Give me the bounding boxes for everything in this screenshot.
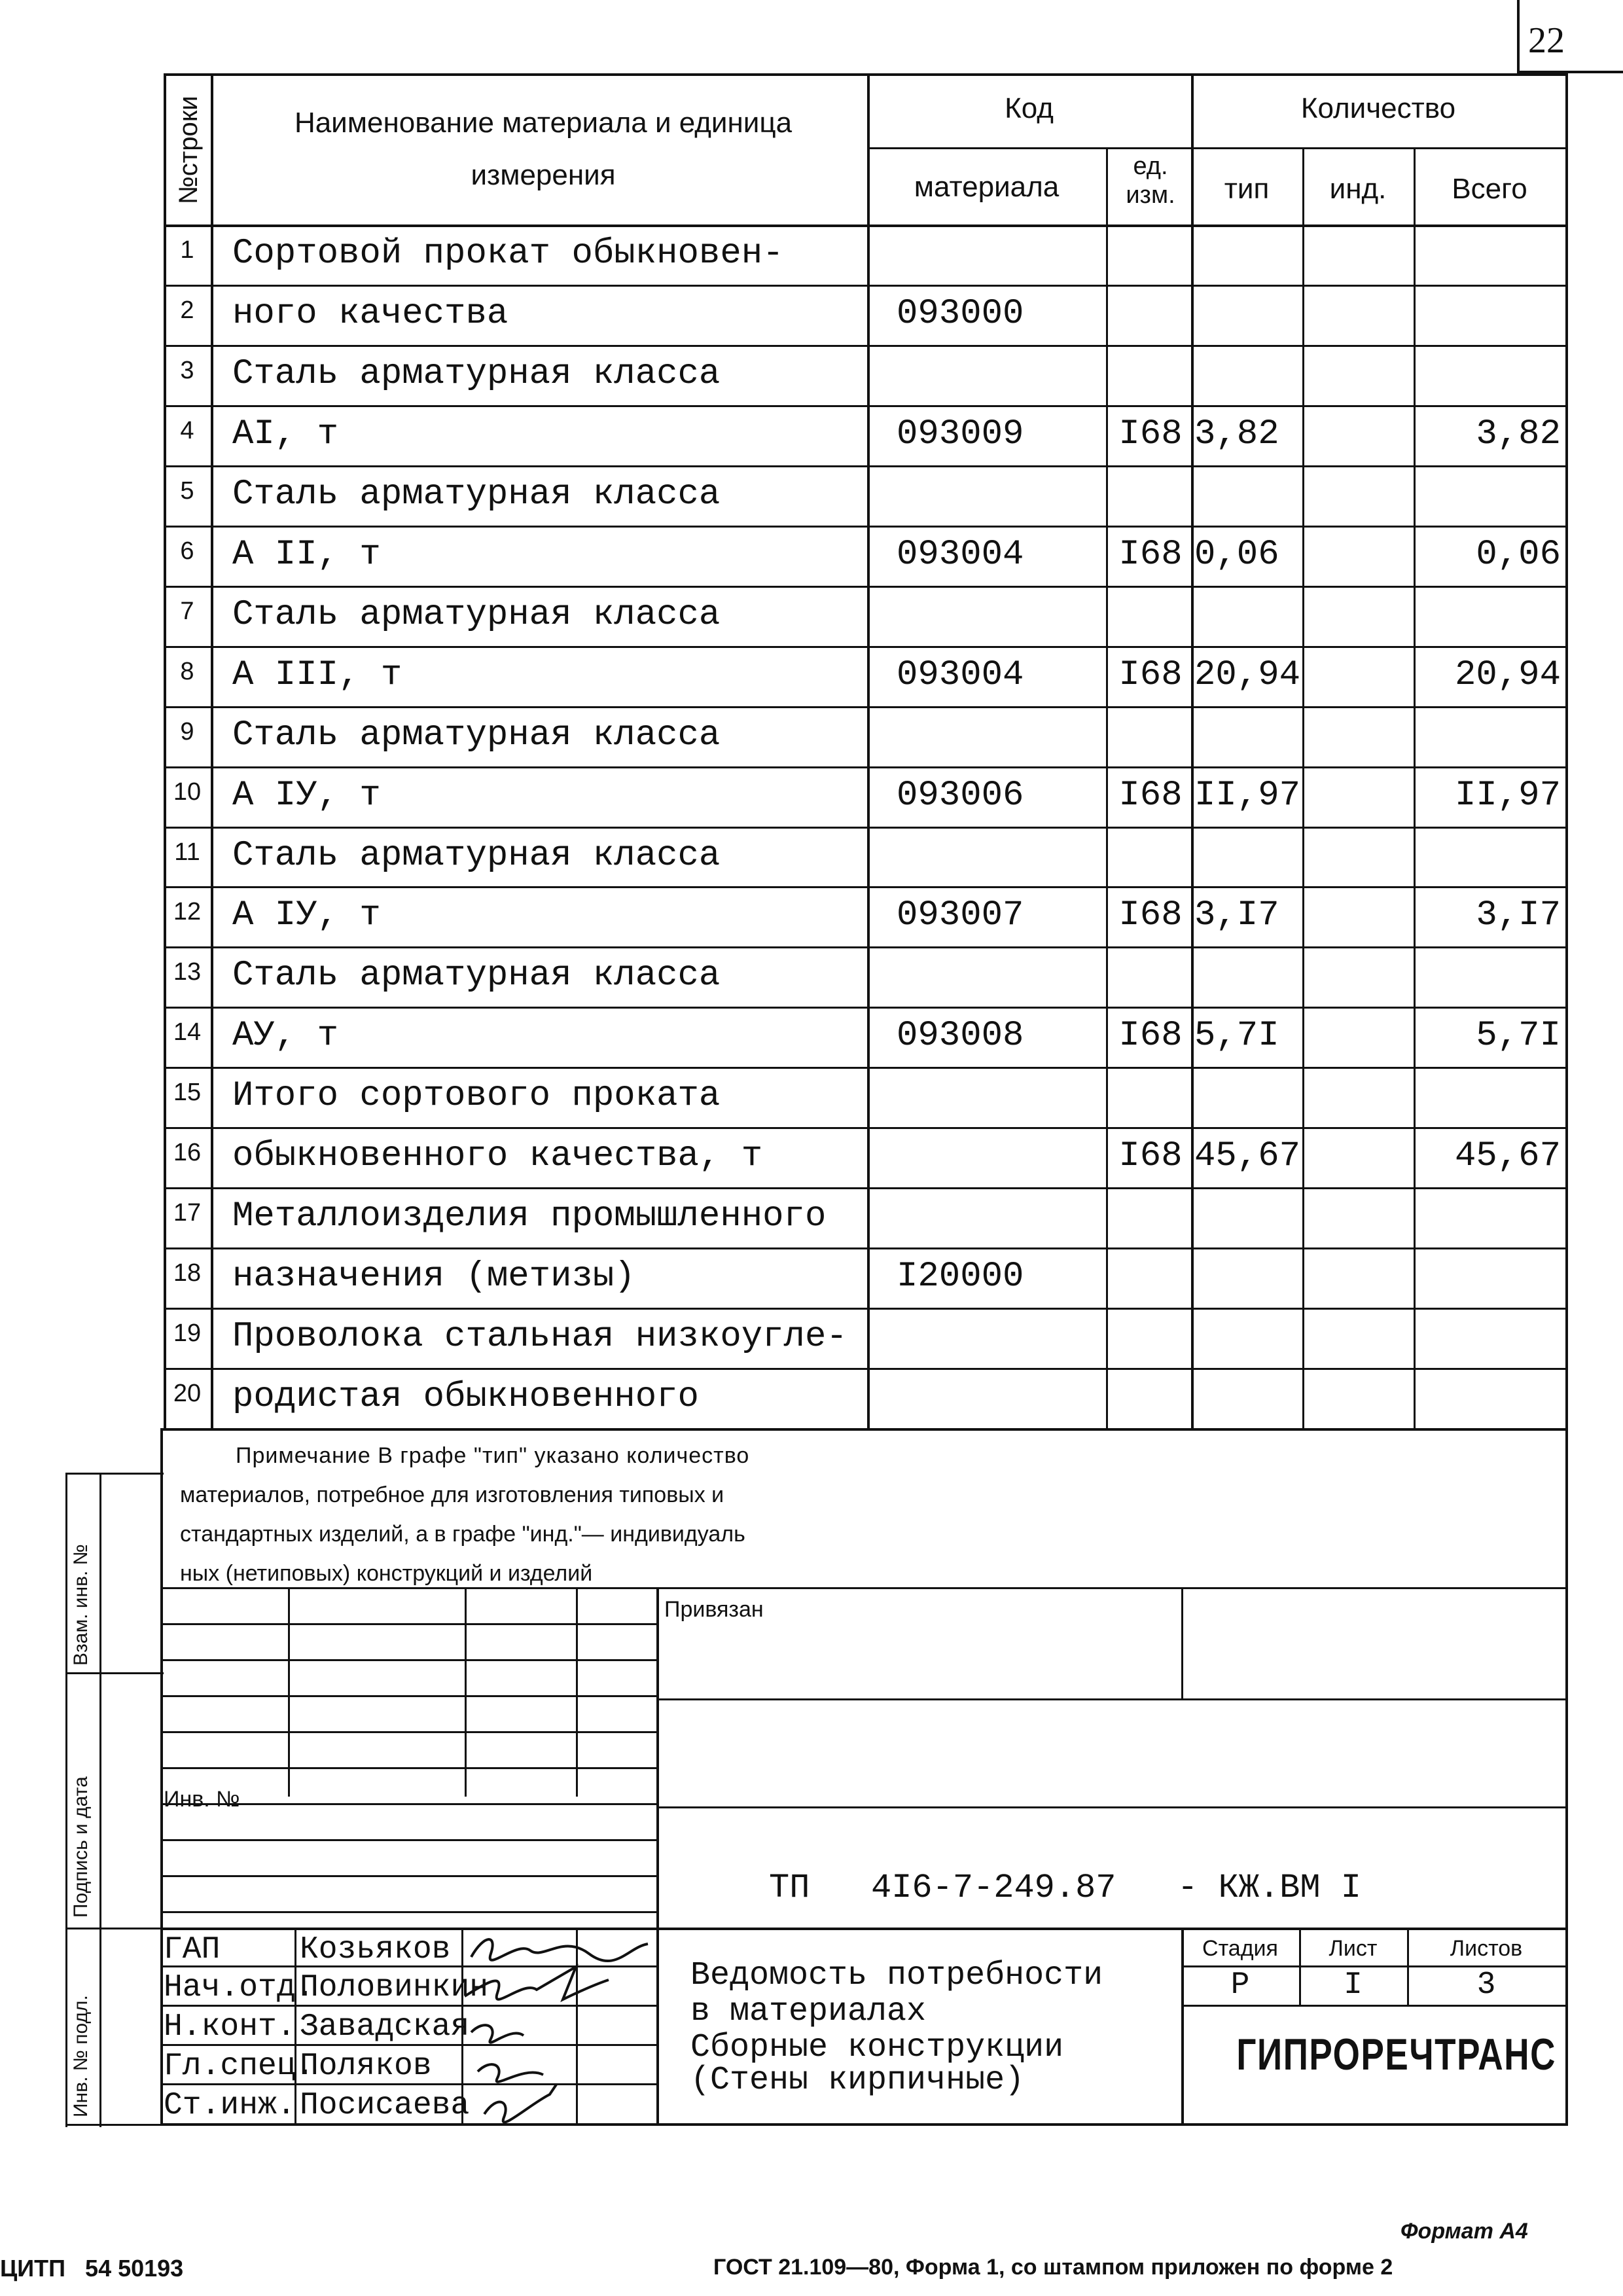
- staff-name: Завадская: [300, 2009, 470, 2045]
- cell-type: 0,06: [1194, 534, 1279, 575]
- cell-n: 12: [173, 898, 202, 926]
- cell-type: 20,94: [1194, 655, 1301, 695]
- doc-code: ТП 4I6-7-249.87 - КЖ.ВМ I: [769, 1869, 1361, 1907]
- row-separator: [164, 827, 1568, 829]
- cell-n: 3: [180, 356, 194, 384]
- row-separator: [164, 1368, 1568, 1370]
- cell-name: А IУ, т: [232, 775, 381, 816]
- header-row-no: №строки: [174, 96, 203, 204]
- cell-name: Итого сортового проката: [232, 1076, 721, 1117]
- cell-name: АУ, т: [232, 1016, 339, 1056]
- cell-name: обыкновенного качества, т: [232, 1136, 763, 1177]
- cell-name: Проволока стальная низкоугле-: [232, 1317, 847, 1357]
- row-separator: [164, 1067, 1568, 1069]
- row-separator: [164, 1007, 1568, 1009]
- cell-name: Сталь арматурная класса: [232, 353, 721, 394]
- cell-name: АI, т: [232, 414, 339, 454]
- side-label-podpis: Подпись и дата: [70, 1776, 92, 1918]
- cell-n: 10: [173, 778, 202, 806]
- cell-n: 4: [180, 416, 194, 444]
- cell-n: 11: [174, 838, 200, 866]
- sheets-value: 3: [1476, 1967, 1496, 2003]
- cell-unit: I68: [1118, 895, 1183, 936]
- staff-role: Ст.инж.: [164, 2088, 296, 2123]
- row-separator: [164, 526, 1568, 528]
- row-separator: [164, 1187, 1568, 1189]
- cell-type: 3,82: [1194, 414, 1279, 454]
- cell-name: А II, т: [232, 534, 381, 575]
- cell-name: назначения (метизы): [232, 1257, 635, 1297]
- side-label-inv-podl: Инв. № подл.: [70, 1995, 92, 2117]
- cell-code: 093009: [897, 414, 1024, 454]
- cell-type: 45,67: [1194, 1136, 1301, 1177]
- header-code: Код: [1005, 92, 1054, 124]
- cell-code: 093008: [897, 1016, 1024, 1056]
- cell-n: 8: [180, 657, 194, 685]
- footer-gost: ГОСТ 21.109—80, Форма 1, со штампом приложен по форме 2: [713, 2255, 1393, 2280]
- row-separator: [164, 766, 1568, 768]
- row-separator: [164, 1127, 1568, 1129]
- sheets-label: Листов: [1450, 1936, 1523, 1961]
- stage-value: Р: [1230, 1967, 1250, 2003]
- cell-total: II,97: [1454, 775, 1561, 816]
- title-line: в материалах: [690, 1993, 927, 2030]
- cell-unit: I68: [1118, 655, 1183, 695]
- cell-n: 15: [173, 1079, 202, 1107]
- cell-name: Сталь арматурная класса: [232, 715, 721, 755]
- header-qty-ind: инд.: [1329, 173, 1387, 205]
- cell-unit: I68: [1118, 414, 1183, 454]
- cell-n: 20: [173, 1380, 202, 1408]
- cell-unit: I68: [1118, 534, 1183, 575]
- signatures: [458, 1928, 654, 2124]
- header-qty-type: тип: [1224, 173, 1270, 205]
- title-line: Ведомость потребности: [690, 1957, 1103, 1994]
- header-quantity: Количество: [1300, 92, 1456, 124]
- cell-total: 0,06: [1476, 534, 1561, 575]
- staff-name: Половинкин: [300, 1970, 489, 2005]
- footer-left: ЦИТП 54 50193: [0, 2255, 184, 2282]
- page-number: 22: [1528, 20, 1565, 61]
- privyazan-label: Привязан: [664, 1597, 764, 1622]
- note-line: ных (нетиповых) конструкций и изделий: [180, 1561, 593, 1586]
- cell-code: 093006: [897, 775, 1024, 816]
- cell-code: 093007: [897, 895, 1024, 936]
- header-code-unit: ед. изм.: [1126, 152, 1175, 209]
- staff-name: Посисаева: [300, 2088, 470, 2123]
- cell-total: 3,82: [1476, 414, 1561, 454]
- row-separator: [164, 405, 1568, 407]
- header-code-material: материала: [914, 171, 1060, 203]
- header-name: Наименование материала и единица измерения: [294, 107, 793, 191]
- cell-code: I20000: [897, 1257, 1024, 1297]
- cell-name: родистая обыкновенного: [232, 1377, 699, 1418]
- cell-n: 18: [173, 1259, 202, 1287]
- cell-n: 9: [180, 717, 194, 745]
- format-label: Формат А4: [1400, 2219, 1528, 2244]
- title-line: (Стены кирпичные): [690, 2062, 1025, 2099]
- note-line: стандартных изделий, а в графе "инд."— индивидуаль: [180, 1522, 745, 1547]
- cell-n: 6: [180, 537, 194, 565]
- row-separator: [164, 706, 1568, 708]
- cell-total: 5,7I: [1476, 1016, 1561, 1056]
- note-line: Примечание В графе "тип" указано количество: [236, 1443, 750, 1468]
- staff-name: Поляков: [300, 2049, 432, 2084]
- row-separator: [164, 886, 1568, 888]
- cell-n: 17: [173, 1199, 202, 1227]
- organization-logo: ГИПРОРЕЧТРАНС: [1236, 2030, 1556, 2079]
- staff-role: Нач.отд.: [164, 1970, 315, 2005]
- cell-name: А III, т: [232, 655, 402, 695]
- title-line: Сборные конструкции: [690, 2029, 1064, 2066]
- staff-role: ГАП: [164, 1932, 221, 1967]
- row-separator: [164, 586, 1568, 588]
- cell-n: 7: [180, 597, 194, 625]
- side-label-vzam-inv: Взам. инв. №: [70, 1544, 92, 1666]
- cell-name: Сталь арматурная класса: [232, 594, 721, 635]
- row-separator: [164, 345, 1568, 347]
- cell-name: Сталь арматурная класса: [232, 835, 721, 876]
- cell-unit: I68: [1118, 1136, 1183, 1177]
- row-separator: [164, 285, 1568, 287]
- row-separator: [164, 946, 1568, 948]
- note-line: материалов, потребное для изготовления типовых и: [180, 1482, 724, 1507]
- cell-n: 1: [180, 236, 194, 264]
- sheet-value: I: [1344, 1967, 1363, 2003]
- row-separator: [164, 1308, 1568, 1310]
- cell-n: 2: [180, 296, 194, 324]
- cell-n: 14: [173, 1018, 202, 1047]
- cell-n: 13: [173, 958, 202, 986]
- sheet-label: Лист: [1329, 1936, 1378, 1961]
- page-number-border: [1517, 0, 1520, 72]
- cell-total: 45,67: [1454, 1136, 1561, 1177]
- staff-name: Козьяков: [300, 1932, 451, 1967]
- cell-type: 3,I7: [1194, 895, 1279, 936]
- cell-code: 093000: [897, 293, 1024, 334]
- staff-role: Н.конт.: [164, 2009, 296, 2045]
- cell-name: Сталь арматурная класса: [232, 956, 721, 996]
- cell-name: ного качества: [232, 293, 508, 334]
- cell-n: 19: [173, 1319, 202, 1348]
- staff-role: Гл.спец.: [164, 2049, 315, 2084]
- cell-n: 5: [180, 476, 194, 505]
- cell-name: Сортовой прокат обыкновен-: [232, 234, 784, 274]
- row-separator: [164, 646, 1568, 648]
- stage-label: Стадия: [1202, 1936, 1278, 1961]
- cell-unit: I68: [1118, 1016, 1183, 1056]
- cell-code: 093004: [897, 534, 1024, 575]
- cell-total: 3,I7: [1476, 895, 1561, 936]
- cell-n: 16: [173, 1139, 202, 1167]
- cell-code: 093004: [897, 655, 1024, 695]
- cell-name: Сталь арматурная класса: [232, 474, 721, 514]
- row-separator: [164, 1247, 1568, 1249]
- cell-type: 5,7I: [1194, 1016, 1279, 1056]
- inv-no-label: Инв. №: [164, 1787, 240, 1812]
- cell-name: Металлоизделия промышленного: [232, 1196, 827, 1237]
- cell-type: II,97: [1194, 775, 1301, 816]
- cell-total: 20,94: [1454, 655, 1561, 695]
- cell-name: А IУ, т: [232, 895, 381, 936]
- cell-unit: I68: [1118, 775, 1183, 816]
- header-qty-total: Всего: [1452, 173, 1527, 205]
- row-separator: [164, 465, 1568, 467]
